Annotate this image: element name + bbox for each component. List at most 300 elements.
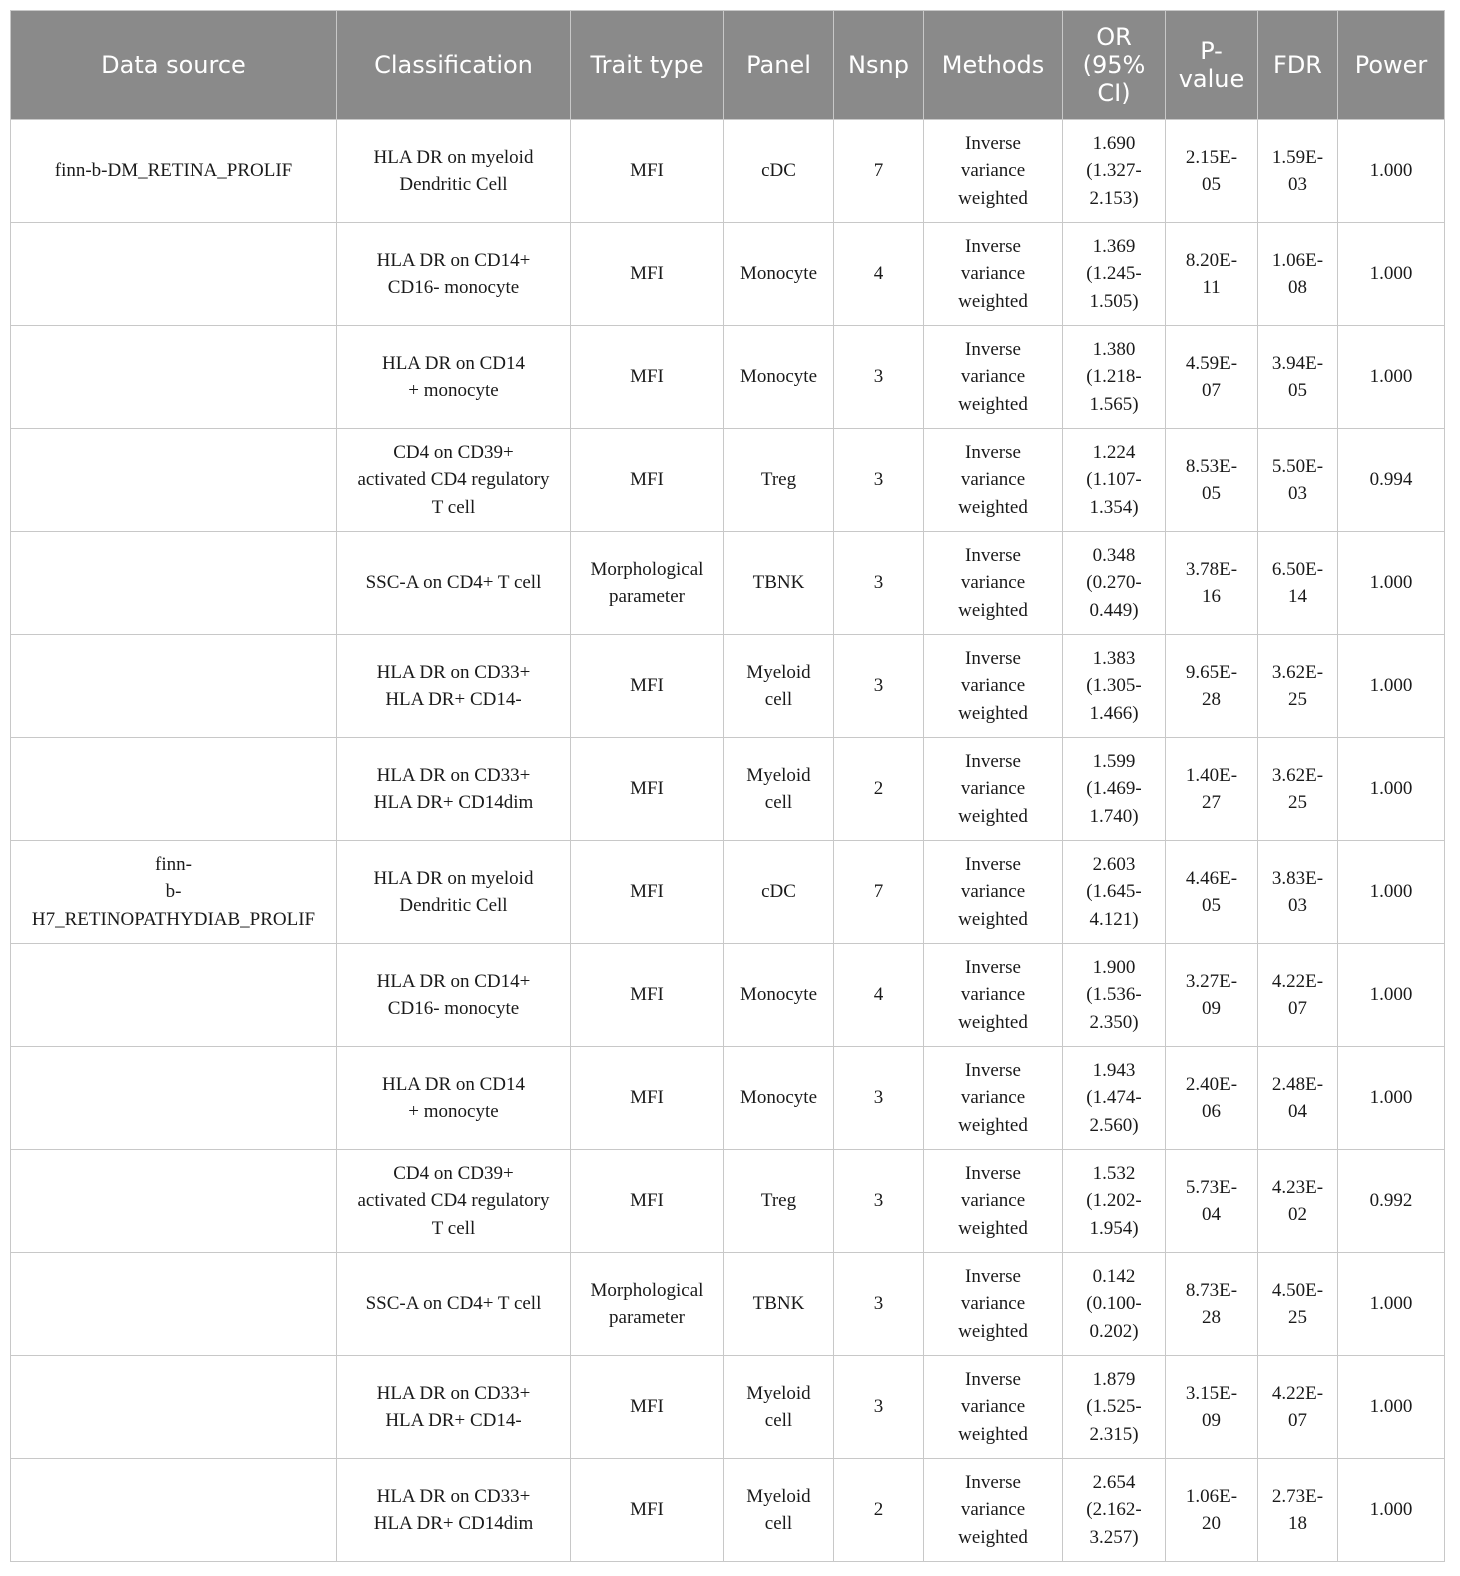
cell-p-value-line: 05 bbox=[1202, 174, 1221, 195]
cell-or-ci-line: 0.348 bbox=[1092, 544, 1136, 566]
cell-methods-line: Inverse bbox=[965, 235, 1021, 257]
cell-trait-type bbox=[571, 429, 724, 532]
cell-methods-line: Inverse bbox=[965, 647, 1021, 669]
cell-fdr-line: 2.48E- bbox=[1271, 1073, 1324, 1095]
cell-or-ci-line: 2.350) bbox=[1089, 1011, 1139, 1033]
cell-data-source bbox=[11, 326, 337, 429]
cell-methods-line: variance bbox=[960, 1190, 1026, 1212]
cell-data-source bbox=[11, 841, 337, 944]
cell-panel bbox=[724, 1047, 834, 1150]
header-or-ci-line: CI) bbox=[1097, 79, 1131, 107]
cell-p-value-line: 8.20E- bbox=[1185, 249, 1238, 271]
header-or-ci-line: OR bbox=[1096, 23, 1132, 51]
cell-methods bbox=[924, 1047, 1063, 1150]
cell-data-source bbox=[11, 944, 337, 1047]
cell-methods-line: weighted bbox=[958, 908, 1028, 930]
cell-methods bbox=[924, 532, 1063, 635]
cell-trait-type-line: MFI bbox=[630, 1087, 664, 1109]
cell-panel-line: Myeloid bbox=[746, 1485, 811, 1507]
cell-nsnp: 2 bbox=[834, 1459, 924, 1562]
cell-panel bbox=[724, 1459, 834, 1562]
cell-fdr-line: 2.73E- bbox=[1271, 1485, 1324, 1507]
cell-classification bbox=[337, 532, 571, 635]
header-trait-type: Trait type bbox=[571, 11, 724, 120]
cell-trait-type bbox=[571, 326, 724, 429]
header-classification: Classification bbox=[337, 11, 571, 120]
cell-or-ci-line: 1.943 bbox=[1092, 1059, 1136, 1081]
cell-panel-line: Monocyte bbox=[739, 984, 818, 1006]
cell-nsnp: 3 bbox=[834, 326, 924, 429]
cell-nsnp: 4 bbox=[834, 223, 924, 326]
cell-p-value bbox=[1166, 532, 1258, 635]
cell-methods-line: weighted bbox=[958, 599, 1028, 621]
cell-data-source bbox=[11, 223, 337, 326]
cell-classification bbox=[337, 326, 571, 429]
cell-p-value-line: 04 bbox=[1202, 1204, 1221, 1225]
cell-fdr bbox=[1258, 1150, 1338, 1253]
cell-trait-type bbox=[571, 532, 724, 635]
cell-classification bbox=[337, 1459, 571, 1562]
cell-panel-line: Treg bbox=[760, 469, 797, 491]
cell-or-ci bbox=[1063, 326, 1166, 429]
cell-fdr-line: 3.83E- bbox=[1271, 867, 1324, 889]
cell-or-ci bbox=[1063, 1047, 1166, 1150]
table-row bbox=[11, 532, 1445, 635]
cell-trait-type bbox=[571, 1150, 724, 1253]
table-header bbox=[11, 11, 1445, 120]
cell-p-value-line: 3.15E- bbox=[1185, 1382, 1238, 1404]
cell-or-ci-line: (1.218- bbox=[1086, 366, 1142, 388]
cell-data-source bbox=[11, 738, 337, 841]
header-nsnp: Nsnp bbox=[834, 11, 924, 120]
cell-methods-line: Inverse bbox=[965, 132, 1021, 154]
table-body bbox=[11, 120, 1445, 1562]
cell-fdr bbox=[1258, 532, 1338, 635]
cell-p-value-line: 28 bbox=[1202, 689, 1221, 710]
cell-p-value bbox=[1166, 738, 1258, 841]
cell-nsnp: 3 bbox=[834, 429, 924, 532]
cell-p-value-line: 9.65E- bbox=[1185, 661, 1238, 683]
cell-classification-line: HLA DR on CD33+ bbox=[376, 764, 531, 786]
cell-or-ci bbox=[1063, 1356, 1166, 1459]
cell-or-ci-line: 0.449) bbox=[1089, 599, 1139, 621]
cell-p-value-line: 28 bbox=[1202, 1307, 1221, 1328]
cell-or-ci-line: 1.879 bbox=[1092, 1368, 1136, 1390]
cell-or-ci-line: 1.954) bbox=[1089, 1217, 1139, 1239]
cell-trait-type bbox=[571, 944, 724, 1047]
cell-p-value-line: 09 bbox=[1202, 998, 1221, 1019]
cell-or-ci-line: 2.560) bbox=[1089, 1114, 1139, 1136]
cell-classification-line: CD4 on CD39+ bbox=[393, 1162, 514, 1184]
cell-fdr bbox=[1258, 429, 1338, 532]
cell-panel-line: cDC bbox=[761, 881, 796, 903]
cell-nsnp: 3 bbox=[834, 1253, 924, 1356]
cell-fdr-line: 25 bbox=[1288, 792, 1307, 813]
cell-methods bbox=[924, 841, 1063, 944]
table-row bbox=[11, 841, 1445, 944]
cell-or-ci-line: 1.690 bbox=[1092, 132, 1136, 154]
cell-methods-line: variance bbox=[960, 881, 1026, 903]
cell-methods bbox=[924, 1150, 1063, 1253]
cell-fdr bbox=[1258, 1459, 1338, 1562]
table-row bbox=[11, 429, 1445, 532]
cell-methods-line: Inverse bbox=[965, 338, 1021, 360]
cell-data-source-line: finn- bbox=[155, 853, 192, 875]
cell-methods-line: weighted bbox=[958, 1217, 1028, 1239]
cell-classification-line: Dendritic Cell bbox=[399, 895, 508, 916]
cell-methods bbox=[924, 1253, 1063, 1356]
cell-fdr bbox=[1258, 326, 1338, 429]
cell-methods-line: variance bbox=[960, 366, 1026, 388]
cell-or-ci-line: 1.224 bbox=[1092, 441, 1136, 463]
cell-classification-line: HLA DR on CD14 bbox=[381, 352, 526, 374]
cell-power: 1.000 bbox=[1338, 120, 1445, 223]
cell-panel-line: cell bbox=[764, 689, 793, 710]
cell-classification-line: HLA DR+ CD14- bbox=[385, 1410, 522, 1431]
cell-fdr-line: 25 bbox=[1288, 1307, 1307, 1328]
cell-classification bbox=[337, 944, 571, 1047]
cell-classification-line: Dendritic Cell bbox=[399, 174, 508, 195]
cell-nsnp: 7 bbox=[834, 841, 924, 944]
table-row bbox=[11, 326, 1445, 429]
cell-methods-line: weighted bbox=[958, 1423, 1028, 1445]
cell-classification-line: SSC-A on CD4+ T cell bbox=[365, 1293, 542, 1315]
cell-p-value-line: 2.15E- bbox=[1185, 146, 1238, 168]
cell-data-source bbox=[11, 1047, 337, 1150]
cell-p-value-line: 3.27E- bbox=[1185, 970, 1238, 992]
table-row bbox=[11, 223, 1445, 326]
cell-data-source bbox=[11, 1253, 337, 1356]
cell-or-ci bbox=[1063, 429, 1166, 532]
cell-trait-type-line: MFI bbox=[630, 675, 664, 697]
cell-p-value bbox=[1166, 429, 1258, 532]
cell-fdr-line: 25 bbox=[1288, 689, 1307, 710]
cell-power: 0.992 bbox=[1338, 1150, 1445, 1253]
cell-panel-line: cell bbox=[764, 1410, 793, 1431]
cell-p-value bbox=[1166, 120, 1258, 223]
cell-data-source bbox=[11, 1150, 337, 1253]
cell-classification-line: HLA DR on CD33+ bbox=[376, 661, 531, 683]
cell-or-ci-line: (1.202- bbox=[1086, 1190, 1142, 1212]
cell-methods-line: variance bbox=[960, 572, 1026, 594]
cell-power: 1.000 bbox=[1338, 1253, 1445, 1356]
cell-methods-line: variance bbox=[960, 1087, 1026, 1109]
cell-methods-line: Inverse bbox=[965, 1368, 1021, 1390]
cell-or-ci-line: (1.245- bbox=[1086, 263, 1142, 285]
cell-trait-type-line: MFI bbox=[630, 1190, 664, 1212]
cell-fdr-line: 4.22E- bbox=[1271, 1382, 1324, 1404]
cell-methods bbox=[924, 944, 1063, 1047]
cell-methods bbox=[924, 429, 1063, 532]
table-row bbox=[11, 1253, 1445, 1356]
cell-methods bbox=[924, 738, 1063, 841]
cell-power: 1.000 bbox=[1338, 841, 1445, 944]
cell-fdr bbox=[1258, 1356, 1338, 1459]
cell-trait-type bbox=[571, 120, 724, 223]
cell-trait-type-line: MFI bbox=[630, 1396, 664, 1418]
cell-p-value bbox=[1166, 1356, 1258, 1459]
cell-panel-line: cell bbox=[764, 1513, 793, 1534]
cell-panel bbox=[724, 326, 834, 429]
cell-or-ci-line: 2.654 bbox=[1092, 1471, 1136, 1493]
cell-trait-type-line: MFI bbox=[630, 263, 664, 285]
cell-methods-line: weighted bbox=[958, 290, 1028, 312]
cell-p-value bbox=[1166, 635, 1258, 738]
cell-fdr bbox=[1258, 223, 1338, 326]
cell-power: 1.000 bbox=[1338, 738, 1445, 841]
cell-classification bbox=[337, 223, 571, 326]
cell-panel bbox=[724, 1253, 834, 1356]
cell-or-ci bbox=[1063, 532, 1166, 635]
cell-classification bbox=[337, 429, 571, 532]
cell-fdr-line: 07 bbox=[1288, 1410, 1307, 1431]
cell-methods-line: weighted bbox=[958, 1011, 1028, 1033]
cell-methods-line: variance bbox=[960, 1293, 1026, 1315]
cell-fdr-line: 6.50E- bbox=[1271, 558, 1324, 580]
table-row bbox=[11, 1150, 1445, 1253]
cell-methods-line: weighted bbox=[958, 702, 1028, 724]
cell-or-ci-line: 1.369 bbox=[1092, 235, 1136, 257]
cell-trait-type-line: parameter bbox=[609, 586, 685, 607]
cell-power: 1.000 bbox=[1338, 532, 1445, 635]
cell-fdr-line: 03 bbox=[1288, 483, 1307, 504]
cell-panel bbox=[724, 944, 834, 1047]
cell-p-value bbox=[1166, 326, 1258, 429]
cell-or-ci-line: 1.466) bbox=[1089, 702, 1139, 724]
cell-panel-line: cDC bbox=[761, 160, 796, 182]
cell-methods-line: weighted bbox=[958, 393, 1028, 415]
cell-methods bbox=[924, 1356, 1063, 1459]
cell-p-value-line: 05 bbox=[1202, 483, 1221, 504]
cell-p-value-line: 5.73E- bbox=[1185, 1176, 1238, 1198]
cell-power: 1.000 bbox=[1338, 326, 1445, 429]
cell-classification bbox=[337, 1150, 571, 1253]
cell-classification-line: CD4 on CD39+ bbox=[393, 441, 514, 463]
cell-p-value bbox=[1166, 223, 1258, 326]
cell-classification-line: + monocyte bbox=[408, 380, 499, 401]
cell-power: 1.000 bbox=[1338, 944, 1445, 1047]
cell-p-value-line: 8.53E- bbox=[1185, 455, 1238, 477]
cell-methods-line: weighted bbox=[958, 1320, 1028, 1342]
cell-or-ci bbox=[1063, 1150, 1166, 1253]
cell-classification-line: HLA DR on myeloid bbox=[373, 867, 534, 889]
cell-or-ci-line: 0.142 bbox=[1092, 1265, 1136, 1287]
cell-p-value bbox=[1166, 1150, 1258, 1253]
cell-classification bbox=[337, 1356, 571, 1459]
cell-p-value bbox=[1166, 841, 1258, 944]
cell-methods-line: weighted bbox=[958, 496, 1028, 518]
cell-nsnp: 3 bbox=[834, 1356, 924, 1459]
cell-or-ci bbox=[1063, 738, 1166, 841]
header-p-value-line: value bbox=[1178, 65, 1245, 93]
cell-panel bbox=[724, 532, 834, 635]
cell-or-ci-line: (1.469- bbox=[1086, 778, 1142, 800]
cell-nsnp: 2 bbox=[834, 738, 924, 841]
cell-methods-line: Inverse bbox=[965, 1471, 1021, 1493]
cell-or-ci-line: (1.107- bbox=[1086, 469, 1142, 491]
cell-or-ci bbox=[1063, 1459, 1166, 1562]
cell-trait-type bbox=[571, 1459, 724, 1562]
cell-methods-line: variance bbox=[960, 1396, 1026, 1418]
header-p-value-line: P- bbox=[1200, 37, 1223, 65]
cell-fdr-line: 1.06E- bbox=[1271, 249, 1324, 271]
cell-power: 1.000 bbox=[1338, 1356, 1445, 1459]
cell-or-ci-line: (1.474- bbox=[1086, 1087, 1142, 1109]
cell-fdr-line: 3.62E- bbox=[1271, 764, 1324, 786]
cell-trait-type-line: MFI bbox=[630, 881, 664, 903]
cell-p-value-line: 1.06E- bbox=[1185, 1485, 1238, 1507]
cell-methods-line: variance bbox=[960, 984, 1026, 1006]
cell-fdr-line: 08 bbox=[1288, 277, 1307, 298]
cell-or-ci-line: (1.305- bbox=[1086, 675, 1142, 697]
cell-panel-line: TBNK bbox=[752, 572, 805, 594]
cell-classification-line: HLA DR on CD14+ bbox=[376, 249, 531, 271]
cell-trait-type-line: MFI bbox=[630, 469, 664, 491]
cell-classification-line: HLA DR on CD33+ bbox=[376, 1485, 531, 1507]
cell-p-value bbox=[1166, 1459, 1258, 1562]
cell-methods-line: weighted bbox=[958, 1114, 1028, 1136]
cell-trait-type-line: MFI bbox=[630, 160, 664, 182]
table-row bbox=[11, 1047, 1445, 1150]
cell-data-source-line: b- bbox=[165, 881, 182, 903]
cell-power: 1.000 bbox=[1338, 1459, 1445, 1562]
table-row bbox=[11, 944, 1445, 1047]
cell-data-source bbox=[11, 635, 337, 738]
cell-panel bbox=[724, 429, 834, 532]
cell-methods-line: Inverse bbox=[965, 956, 1021, 978]
cell-or-ci-line: 1.354) bbox=[1089, 496, 1139, 518]
cell-classification-line: T cell bbox=[431, 496, 476, 518]
cell-classification-line: activated CD4 regulatory bbox=[357, 1190, 550, 1212]
header-or-ci-line: (95% bbox=[1082, 51, 1146, 79]
cell-classification bbox=[337, 738, 571, 841]
cell-or-ci-line: 2.153) bbox=[1089, 187, 1139, 209]
cell-classification-line: HLA DR on myeloid bbox=[373, 146, 534, 168]
cell-or-ci-line: 1.505) bbox=[1089, 290, 1139, 312]
cell-panel bbox=[724, 223, 834, 326]
cell-p-value-line: 27 bbox=[1202, 792, 1221, 813]
cell-trait-type bbox=[571, 738, 724, 841]
cell-or-ci-line: 1.740) bbox=[1089, 805, 1139, 827]
cell-or-ci-line: 3.257) bbox=[1089, 1526, 1139, 1548]
cell-fdr-line: 03 bbox=[1288, 174, 1307, 195]
cell-trait-type bbox=[571, 635, 724, 738]
cell-data-source bbox=[11, 532, 337, 635]
cell-trait-type-line: MFI bbox=[630, 984, 664, 1006]
cell-classification bbox=[337, 635, 571, 738]
cell-p-value-line: 2.40E- bbox=[1185, 1073, 1238, 1095]
header-power: Power bbox=[1338, 11, 1445, 120]
cell-methods-line: Inverse bbox=[965, 544, 1021, 566]
cell-panel bbox=[724, 738, 834, 841]
table-row bbox=[11, 738, 1445, 841]
cell-or-ci-line: (1.536- bbox=[1086, 984, 1142, 1006]
cell-classification-line: SSC-A on CD4+ T cell bbox=[365, 572, 542, 594]
results-table bbox=[10, 10, 1445, 1562]
cell-data-source bbox=[11, 120, 337, 223]
cell-or-ci-line: 1.383 bbox=[1092, 647, 1136, 669]
cell-p-value bbox=[1166, 1253, 1258, 1356]
cell-fdr-line: 4.23E- bbox=[1271, 1176, 1324, 1198]
cell-classification bbox=[337, 841, 571, 944]
cell-p-value-line: 8.73E- bbox=[1185, 1279, 1238, 1301]
cell-fdr bbox=[1258, 120, 1338, 223]
cell-fdr-line: 4.22E- bbox=[1271, 970, 1324, 992]
header-row bbox=[11, 11, 1445, 120]
header-or-ci bbox=[1063, 11, 1166, 120]
cell-data-source bbox=[11, 1459, 337, 1562]
cell-panel-line: cell bbox=[764, 792, 793, 813]
cell-or-ci-line: 2.315) bbox=[1089, 1423, 1139, 1445]
cell-p-value bbox=[1166, 1047, 1258, 1150]
cell-classification-line: T cell bbox=[431, 1217, 476, 1239]
cell-classification bbox=[337, 1047, 571, 1150]
cell-or-ci-line: 1.565) bbox=[1089, 393, 1139, 415]
cell-fdr-line: 03 bbox=[1288, 895, 1307, 916]
cell-classification-line: CD16- monocyte bbox=[387, 277, 520, 298]
cell-trait-type-line: parameter bbox=[609, 1307, 685, 1328]
cell-or-ci-line: (1.645- bbox=[1086, 881, 1142, 903]
cell-panel-line: Myeloid bbox=[746, 1382, 811, 1404]
cell-panel-line: Monocyte bbox=[739, 366, 818, 388]
cell-fdr bbox=[1258, 635, 1338, 738]
cell-methods bbox=[924, 120, 1063, 223]
cell-p-value-line: 16 bbox=[1202, 586, 1221, 607]
cell-panel bbox=[724, 1356, 834, 1459]
cell-or-ci bbox=[1063, 223, 1166, 326]
cell-nsnp: 3 bbox=[834, 635, 924, 738]
cell-or-ci-line: (0.270- bbox=[1086, 572, 1142, 594]
cell-classification-line: HLA DR on CD33+ bbox=[376, 1382, 531, 1404]
cell-panel-line: Treg bbox=[760, 1190, 797, 1212]
cell-classification-line: CD16- monocyte bbox=[387, 998, 520, 1019]
cell-trait-type bbox=[571, 1253, 724, 1356]
cell-data-source bbox=[11, 429, 337, 532]
cell-panel bbox=[724, 120, 834, 223]
cell-or-ci bbox=[1063, 635, 1166, 738]
cell-or-ci bbox=[1063, 944, 1166, 1047]
cell-fdr-line: 4.50E- bbox=[1271, 1279, 1324, 1301]
cell-classification-line: HLA DR+ CD14dim bbox=[373, 1513, 534, 1534]
cell-nsnp: 3 bbox=[834, 1150, 924, 1253]
cell-classification bbox=[337, 120, 571, 223]
cell-methods-line: Inverse bbox=[965, 1059, 1021, 1081]
cell-fdr bbox=[1258, 1253, 1338, 1356]
cell-or-ci bbox=[1063, 120, 1166, 223]
cell-panel-line: Myeloid bbox=[746, 661, 811, 683]
cell-or-ci-line: (1.525- bbox=[1086, 1396, 1142, 1418]
cell-or-ci-line: 1.900 bbox=[1092, 956, 1136, 978]
cell-p-value-line: 05 bbox=[1202, 895, 1221, 916]
cell-methods-line: weighted bbox=[958, 187, 1028, 209]
header-fdr: FDR bbox=[1258, 11, 1338, 120]
cell-fdr-line: 05 bbox=[1288, 380, 1307, 401]
cell-trait-type-line: MFI bbox=[630, 366, 664, 388]
cell-fdr-line: 02 bbox=[1288, 1204, 1307, 1225]
cell-panel-line: Myeloid bbox=[746, 764, 811, 786]
cell-p-value-line: 07 bbox=[1202, 380, 1221, 401]
cell-nsnp: 4 bbox=[834, 944, 924, 1047]
cell-p-value-line: 11 bbox=[1202, 277, 1221, 298]
cell-or-ci-line: (2.162- bbox=[1086, 1499, 1142, 1521]
cell-methods-line: weighted bbox=[958, 805, 1028, 827]
cell-p-value-line: 06 bbox=[1202, 1101, 1221, 1122]
cell-methods-line: variance bbox=[960, 675, 1026, 697]
table-row bbox=[11, 635, 1445, 738]
cell-trait-type-line: MFI bbox=[630, 778, 664, 800]
cell-methods-line: Inverse bbox=[965, 1265, 1021, 1287]
cell-fdr-line: 5.50E- bbox=[1271, 455, 1324, 477]
